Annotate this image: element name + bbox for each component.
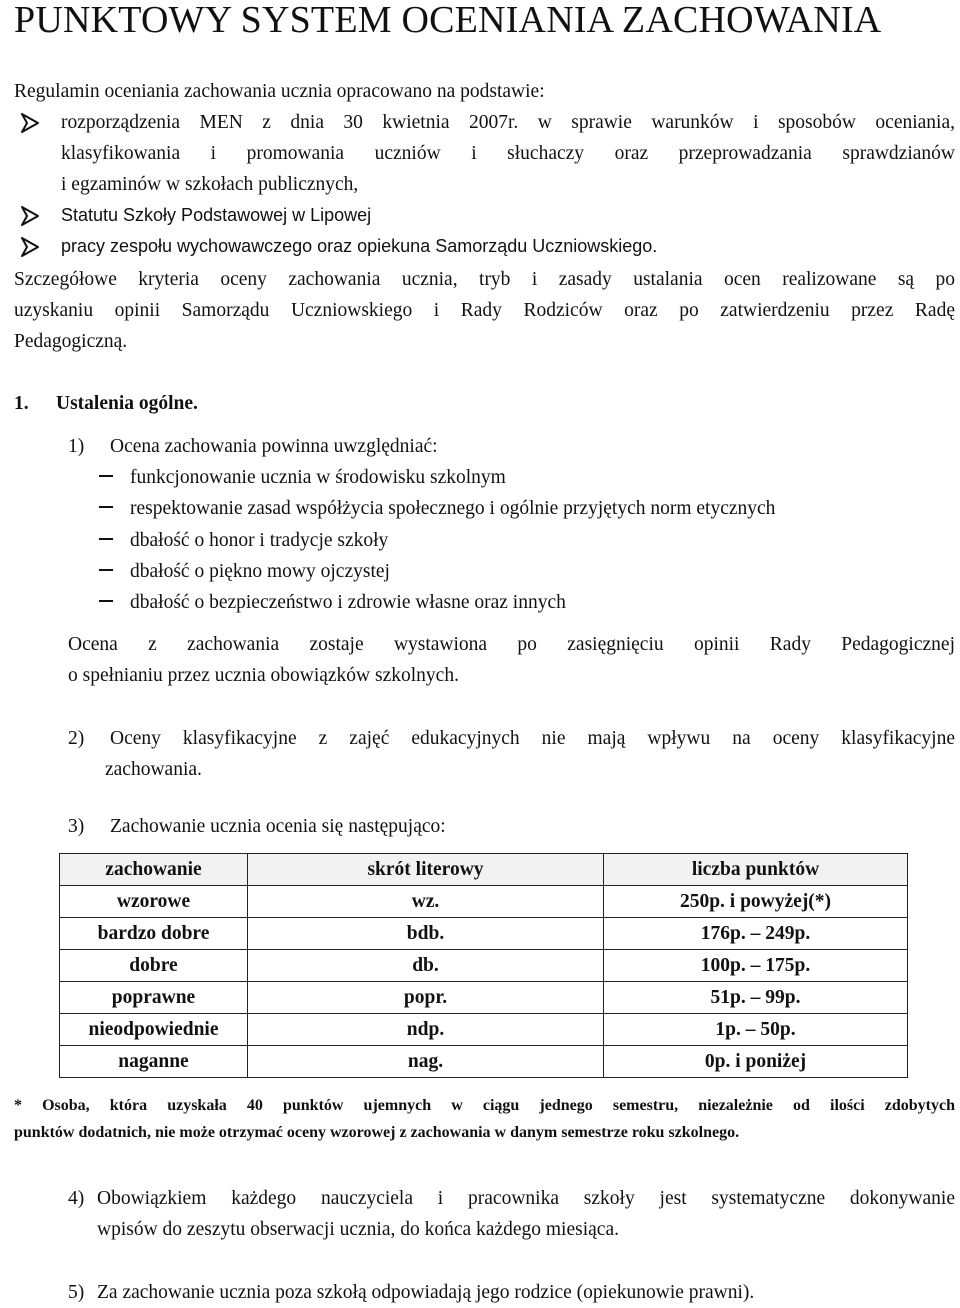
intro-text: Regulamin oceniania zachowania ucznia opracowano na podstawie: xyxy=(14,81,545,102)
criteria-line: Pedagogiczną. xyxy=(14,331,128,352)
dash-item: dbałość o honor i tradycje szkoły xyxy=(130,530,389,551)
arrow-bullet-icon xyxy=(20,236,40,258)
table-cell: wz. xyxy=(248,886,604,918)
table-cell: 100p. – 175p. xyxy=(604,950,908,982)
dash-bullet-icon xyxy=(99,506,113,508)
table-cell: dobre xyxy=(60,950,248,982)
item4-line: wpisów do zeszytu obserwacji ucznia, do końca każdego miesiąca. xyxy=(97,1219,619,1240)
table-cell: 250p. i powyżej(*) xyxy=(604,886,908,918)
item-label: 2) xyxy=(68,728,85,749)
table-header-cell: liczba punktów xyxy=(604,854,908,886)
page-title: PUNKTOWY SYSTEM OCENIANIA ZACHOWANIA xyxy=(14,0,882,41)
table-header-cell: zachowanie xyxy=(60,854,248,886)
table-cell: wzorowe xyxy=(60,886,248,918)
table-row xyxy=(60,1014,908,1046)
dash-item: dbałość o bezpieczeństwo i zdrowie własne oraz innych xyxy=(130,592,566,613)
table-cell: popr. xyxy=(248,982,604,1014)
table-cell: bdb. xyxy=(248,918,604,950)
item-label: 4) xyxy=(68,1188,85,1209)
table-row xyxy=(60,950,908,982)
table-cell: nag. xyxy=(248,1046,604,1078)
item-text: Zachowanie ucznia ocenia się następująco: xyxy=(110,816,446,837)
table-header-row xyxy=(60,854,908,886)
item-text: Za zachowanie ucznia poza szkołą odpowiadają jego rodzice (opiekunowie prawni). xyxy=(97,1282,755,1303)
dash-bullet-icon xyxy=(99,569,113,571)
item-label: 3) xyxy=(68,816,85,837)
dash-item: dbałość o piękno mowy ojczystej xyxy=(130,561,390,582)
dash-item: funkcjonowanie ucznia w środowisku szkolnym xyxy=(130,467,506,488)
table-row xyxy=(60,1046,908,1078)
footnote-line: punktów dodatnich, nie może otrzymać oceny wzorowej z zachowania w danym semestrze roku szkolnego. xyxy=(14,1124,740,1141)
bullet-line: pracy zespołu wychowawczego oraz opiekuna Samorządu Uczniowskiego. xyxy=(61,236,658,256)
criteria-line: Szczegółowe kryteria oceny zachowania ucznia, tryb i zasady ustalania ocen realizowane są po xyxy=(14,269,955,290)
table-cell: 176p. – 249p. xyxy=(604,918,908,950)
grade-table xyxy=(59,853,908,1078)
bullet-line: Statutu Szkoły Podstawowej w Lipowej xyxy=(61,205,372,225)
footnote-line: * Osoba, która uzyskała 40 punktów ujemnych w ciągu jednego semestru, niezależnie od ilości zdobytych xyxy=(14,1097,955,1114)
table-cell: bardzo dobre xyxy=(60,918,248,950)
bullet-line: i egzaminów w szkołach publicznych, xyxy=(61,174,359,195)
table-cell: naganne xyxy=(60,1046,248,1078)
item-text: Ocena zachowania powinna uwzględniać: xyxy=(110,436,438,457)
bullet-line: rozporządzenia MEN z dnia 30 kwietnia 2007r. w sprawie warunków i sposobów oceniania, xyxy=(61,112,955,133)
table-cell: nieodpowiednie xyxy=(60,1014,248,1046)
table-cell: db. xyxy=(248,950,604,982)
dash-bullet-icon xyxy=(99,475,113,477)
item-label: 1) xyxy=(68,436,85,457)
table-header-cell: skrót literowy xyxy=(248,854,604,886)
arrow-bullet-icon xyxy=(20,205,40,227)
item2-line: Oceny klasyfikacyjne z zajęć edukacyjnych nie mają wpływu na oceny klasyfikacyjne xyxy=(110,728,955,749)
criteria-line: uzyskaniu opinii Samorządu Uczniowskiego i Rady Rodziców oraz po zatwierdzeniu przez Radę xyxy=(14,300,955,321)
section-title: Ustalenia ogólne. xyxy=(56,393,198,414)
dash-item: respektowanie zasad współżycia społecznego i ogólnie przyjętych norm etycznych xyxy=(130,498,776,519)
dash-bullet-icon xyxy=(99,538,113,540)
item2-line: zachowania. xyxy=(105,759,202,780)
section-number: 1. xyxy=(14,393,29,414)
table-row xyxy=(60,918,908,950)
item1-paragraph-line: o spełnianiu przez ucznia obowiązków szkolnych. xyxy=(68,665,459,686)
arrow-bullet-icon xyxy=(20,112,40,134)
table-cell: ndp. xyxy=(248,1014,604,1046)
bullet-line: klasyfikowania i promowania uczniów i słuchaczy oraz przeprowadzania sprawdzianów xyxy=(61,143,955,164)
table-row xyxy=(60,982,908,1014)
table-row xyxy=(60,886,908,918)
table-cell: 51p. – 99p. xyxy=(604,982,908,1014)
item1-paragraph-line: Ocena z zachowania zostaje wystawiona po zasięgnięciu opinii Rady Pedagogicznej xyxy=(68,634,955,655)
table-cell: 1p. – 50p. xyxy=(604,1014,908,1046)
table-cell: 0p. i poniżej xyxy=(604,1046,908,1078)
item-label: 5) xyxy=(68,1282,85,1303)
item4-line: Obowiązkiem każdego nauczyciela i pracownika szkoły jest systematyczne dokonywanie xyxy=(97,1188,955,1209)
table-cell: poprawne xyxy=(60,982,248,1014)
dash-bullet-icon xyxy=(99,600,113,602)
